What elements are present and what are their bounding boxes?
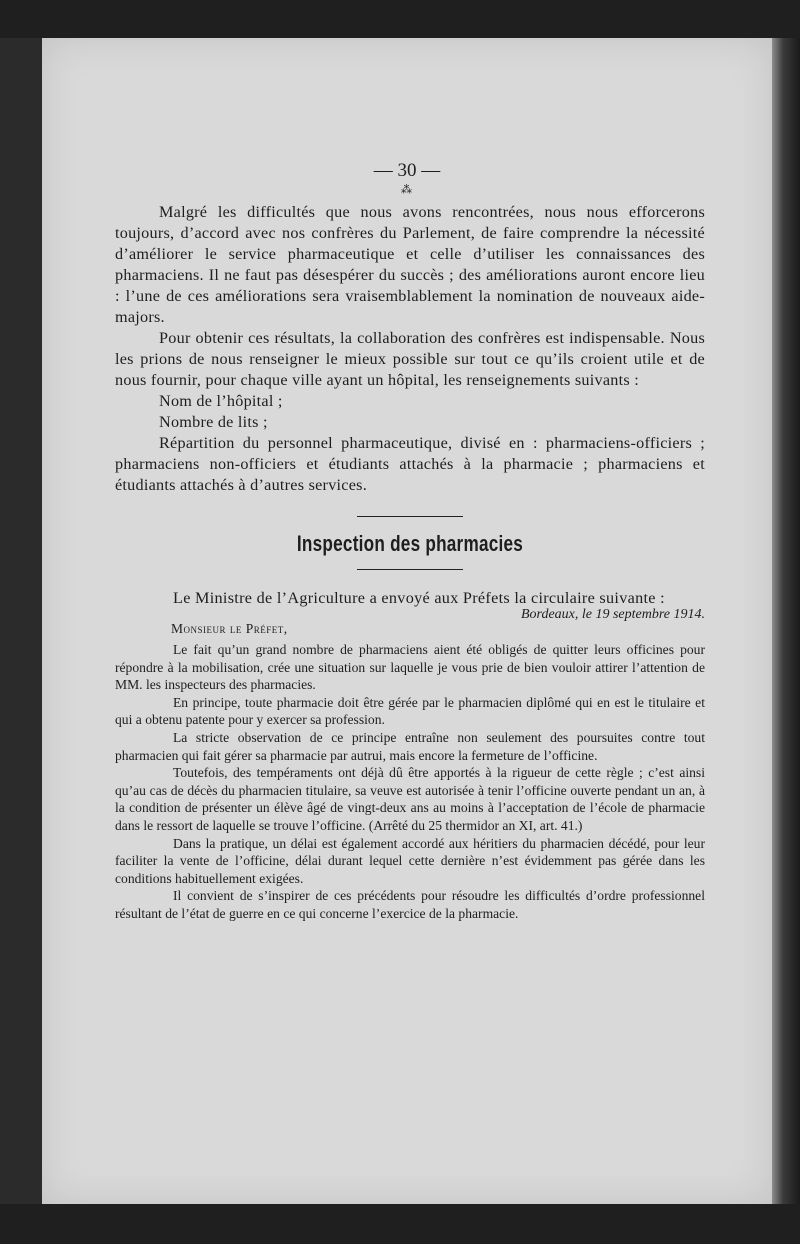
intro-section <box>115 202 705 496</box>
intro-paragraph: Pour obtenir ces résultats, la collaboration des confrères est indispensable. Nous les prions de nous renseigner le mieux possible sur tout ce qu’ils croient utile et de nous fournir, pour chaque ville ayant un hôpital, les renseignements suivants : <box>115 329 705 389</box>
page-number: — 30 — <box>373 160 441 181</box>
page-edge <box>772 38 800 1204</box>
letter-date: Bordeaux, le 19 septembre 1914. <box>520 607 705 622</box>
list-item: Nom de l’hôpital ; <box>159 392 283 410</box>
letter-paragraph: Le fait qu’un grand nombre de pharmaciens aient été obligés de quitter leurs officines pour répondre à la mobilisation, crée une situation sur laquelle je vous prie de bien vouloir attirer l’attention de MM. les inspecteurs des pharmacies. <box>115 642 705 693</box>
separator-rule <box>357 516 463 517</box>
intro-paragraph: Répartition du personnel pharmaceutique, divisé en : pharmaciens-officiers ; pharmaciens non-officiers et étudiants attachés à la pharmacie ; pharmaciens et étudiants attachés à d’autres services. <box>115 434 705 494</box>
circular-intro: Le Ministre de l’Agriculture a envoyé aux Préfets la circulaire suivante : <box>173 589 665 607</box>
letter-paragraph: Il convient de s’inspirer de ces précédents pour résoudre les difficultés d’ordre professionnel résultant de l’état de guerre en ce qui concerne l’exercice de la pharmacie. <box>115 888 705 921</box>
section-title: Inspection des pharmacies <box>296 531 524 556</box>
scan-top-border <box>0 0 800 38</box>
letter-paragraph: En principe, toute pharmacie doit être gérée par le pharmacien diplômé qui en est le titulaire et qui a obtenu patente pour y exercer sa profession. <box>115 694 705 728</box>
list-item: Nombre de lits ; <box>159 413 268 431</box>
letter-paragraph: Dans la pratique, un délai est également accordé aux héritiers du pharmacien décédé, pour leur faciliter la vente de l’officine, délai durant lequel cette dernière n’est évidemment pas gérée dans les conditions habituellement exigées. <box>115 835 705 886</box>
salutation: Monsieur le Préfet, <box>171 621 288 636</box>
letter-paragraph: La stricte observation de ce principe entraîne non seulement des poursuites contre tout pharmacien qui fait gérer sa pharmacie par autrui, mais encore la fermeture de l’officine. <box>115 729 705 763</box>
page-content <box>115 160 705 923</box>
scan-bottom-border <box>0 1204 800 1244</box>
separator-rule <box>357 569 463 570</box>
letter-body <box>115 641 705 923</box>
letter-paragraph: Toutefois, des tempéraments ont déjà dû être apportés à la rigueur de cette règle ; c’est ainsi qu’au cas de décès du pharmacien titulaire, sa veuve est autorisée à tenir l’officine ouverte pendant un an, à la condition de présenter un élève âgé de vingt-deux ans au moins à l’acceptation de l’école de pharmacie dans le ressort de laquelle se trouve l’officine. (Arrêté du 25 thermidor an XI, art. 41.) <box>115 765 705 833</box>
intro-paragraph: Malgré les difficultés que nous avons rencontrées, nous nous efforcerons toujours, d’accord avec nos confrères du Parlement, de faire comprendre la nécessité d’améliorer le service pharmaceutique et celle d’utiliser les connaissances des pharmaciens. Il ne faut pas désespérer du succès ; des améliorations auront encore lieu : l’une de ces améliorations sera vraisemblablement la nomination de nouveaux aide-majors. <box>115 203 705 326</box>
asterism: ⁂ <box>401 184 413 196</box>
